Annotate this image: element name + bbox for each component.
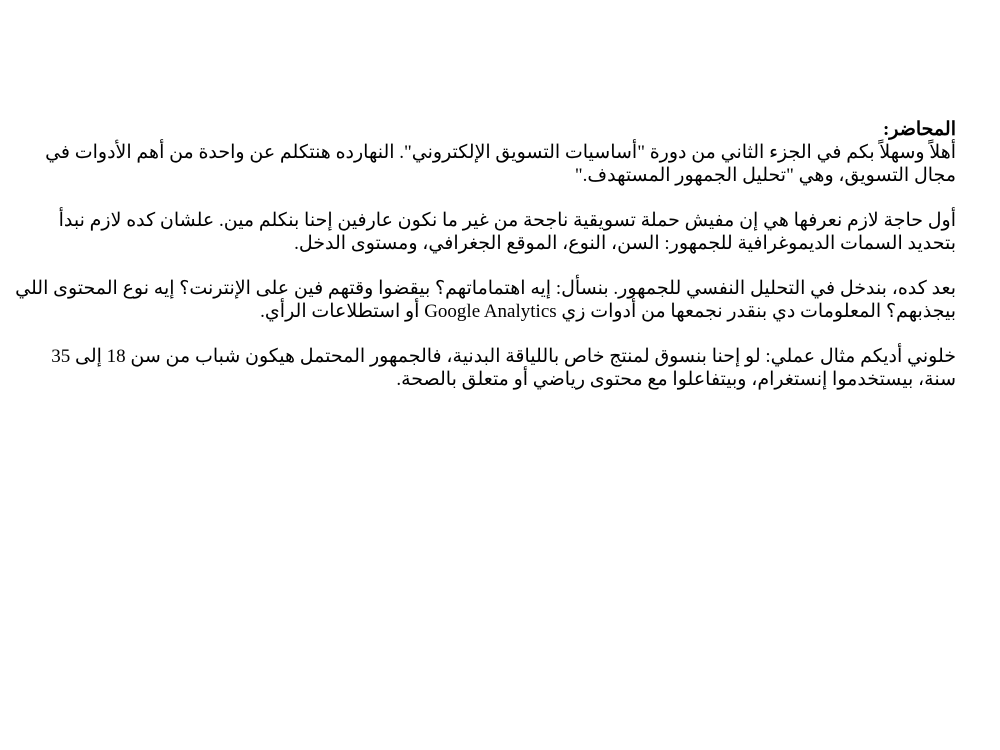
lecture-transcript	[10, 118, 956, 391]
paragraph-intro: أهلاً وسهلاً بكم في الجزء الثاني من دورة "أساسيات التسويق الإلكتروني". النهارده هنتكلم عن واحدة من أهم الأدوات في مجال التسويق، وهي "تحليل الجمهور المستهدف."	[45, 142, 956, 186]
paragraph-example: خلوني أديكم مثال عملي: لو إحنا بنسوق لمنتج خاص باللياقة البدنية، فالجمهور المحتمل هيكون شباب من سن 18 إلى 35 سنة، بيستخدموا إنستغرام، وبيتفاعلوا مع محتوى رياضي أو متعلق بالصحة.	[51, 346, 956, 390]
paragraph-psychographics: بعد كده، بندخل في التحليل النفسي للجمهور. بنسأل: إيه اهتماماتهم؟ بيقضوا وقتهم فين على الإنترنت؟ إيه نوع المحتوى اللي بيجذبهم؟ المعلومات دي بنقدر نجمعها من أدوات زي Google Analytics أو استطلاعات الرأي.	[15, 278, 956, 322]
speaker-label: المحاضر:	[882, 119, 956, 140]
paragraph-demographics: أول حاجة لازم نعرفها هي إن مفيش حملة تسويقية ناجحة من غير ما نكون عارفين إحنا بنكلم مين. علشان كده لازم نبدأ بتحديد السمات الديموغرافية للجمهور: السن، النوع، الموقع الجغرافي، ومستوى الدخل.	[58, 210, 956, 254]
